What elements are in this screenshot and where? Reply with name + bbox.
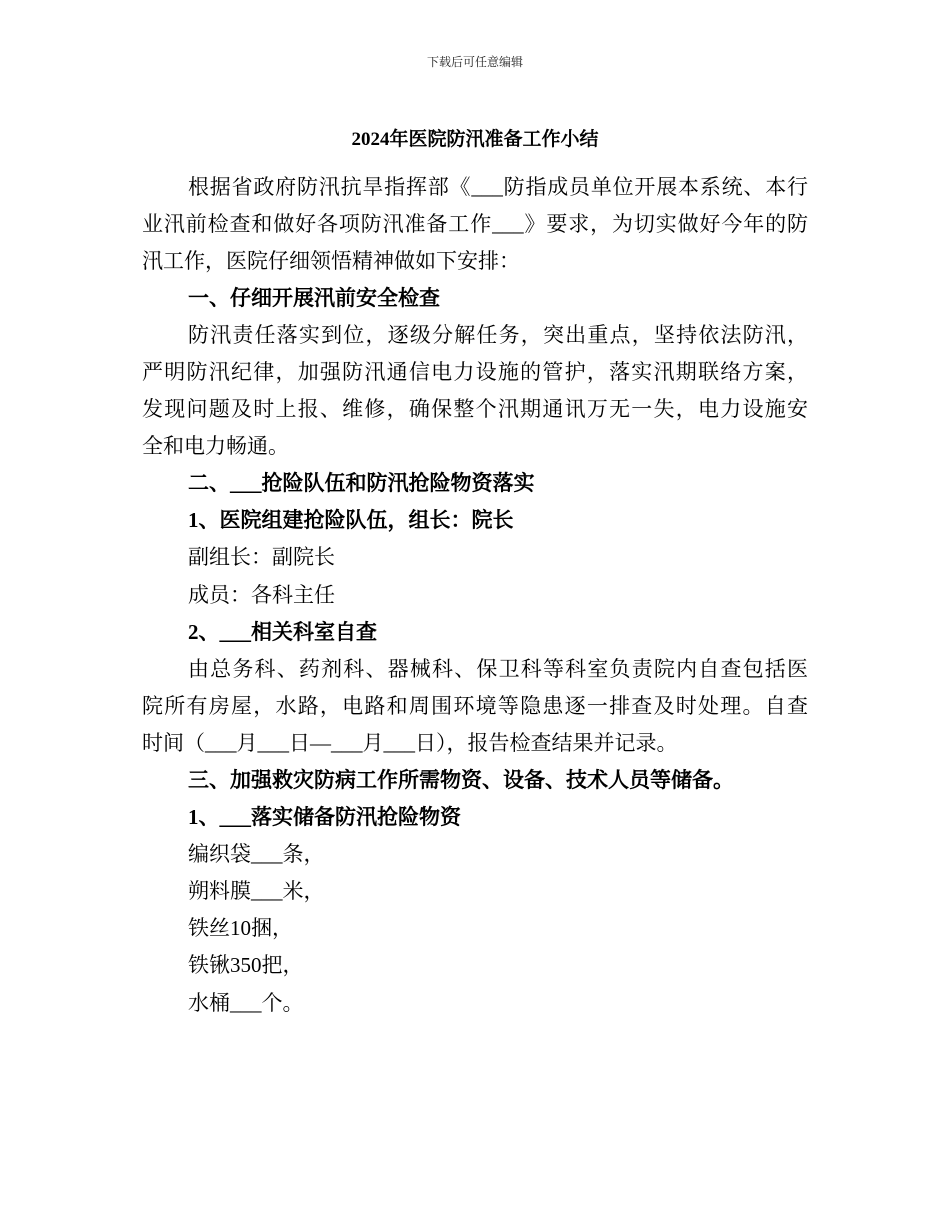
section-3 [142,762,808,1022]
supply-item: 编织袋___条， [188,842,325,867]
section-3-item-1 [142,799,808,1022]
supply-item: 铁锹350把， [188,953,304,978]
body-line: 全和电力畅通。 [142,434,289,459]
section-2-item-2 [142,614,808,762]
document-body [142,169,808,1022]
section-1-paragraph [142,317,808,465]
supply-item: 铁丝10捆， [188,916,293,941]
body-line: 院所有房屋，水路，电路和周围环境等隐患逐一排查及时处理。自查 [142,693,808,718]
intro-paragraph [142,169,808,280]
supply-item: 水桶___个。 [188,990,304,1015]
body-line: 时间（___月___日—___月___日），报告检查结果并记录。 [142,730,678,755]
deputy-leader-line: 副组长：副院长 [188,545,335,570]
section-heading: 一、仔细开展汛前安全检查 [188,285,440,310]
document-title: 2024年医院防汛准备工作小结 [351,129,599,150]
body-line: 由总务科、药剂科、器械科、保卫科等科室负责院内自查包括医 [188,656,808,681]
section-2-item-2-paragraph [142,651,808,762]
item-heading: 1、___落实储备防汛抢险物资 [188,805,461,830]
section-2-item-1 [142,502,808,613]
supplies-list [142,836,808,1021]
section-1 [142,280,808,465]
supply-item: 朔料膜___米， [188,879,325,904]
section-2 [142,465,808,762]
section-heading: 三、加强救灾防病工作所需物资、设备、技术人员等储备。 [188,768,734,792]
members-line: 成员：各科主任 [188,582,335,607]
page-header-note: 下载后可任意编辑 [426,55,523,69]
intro-line: 根据省政府防汛抗旱指挥部《___防指成员单位开展本系统、本行 [188,174,808,199]
section-heading: 二、___抢险队伍和防汛抢险物资落实 [188,471,535,496]
item-heading: 2、___相关科室自查 [188,619,377,644]
body-line: 发现问题及时上报、维修，确保整个汛期通讯万无一失，电力设施安 [142,397,808,422]
body-line: 严明防汛纪律，加强防汛通信电力设施的管护，落实汛期联络方案， [142,359,808,384]
intro-line: 业汛前检查和做好各项防汛准备工作___》要求，为切实做好今年的防 [142,211,808,236]
item-heading: 1、医院组建抢险队伍，组长：院长 [188,508,514,533]
intro-line: 汛工作，医院仔细领悟精神做如下安排： [142,248,520,273]
body-line: 防汛责任落实到位，逐级分解任务，突出重点，坚持依法防汛， [188,322,808,347]
